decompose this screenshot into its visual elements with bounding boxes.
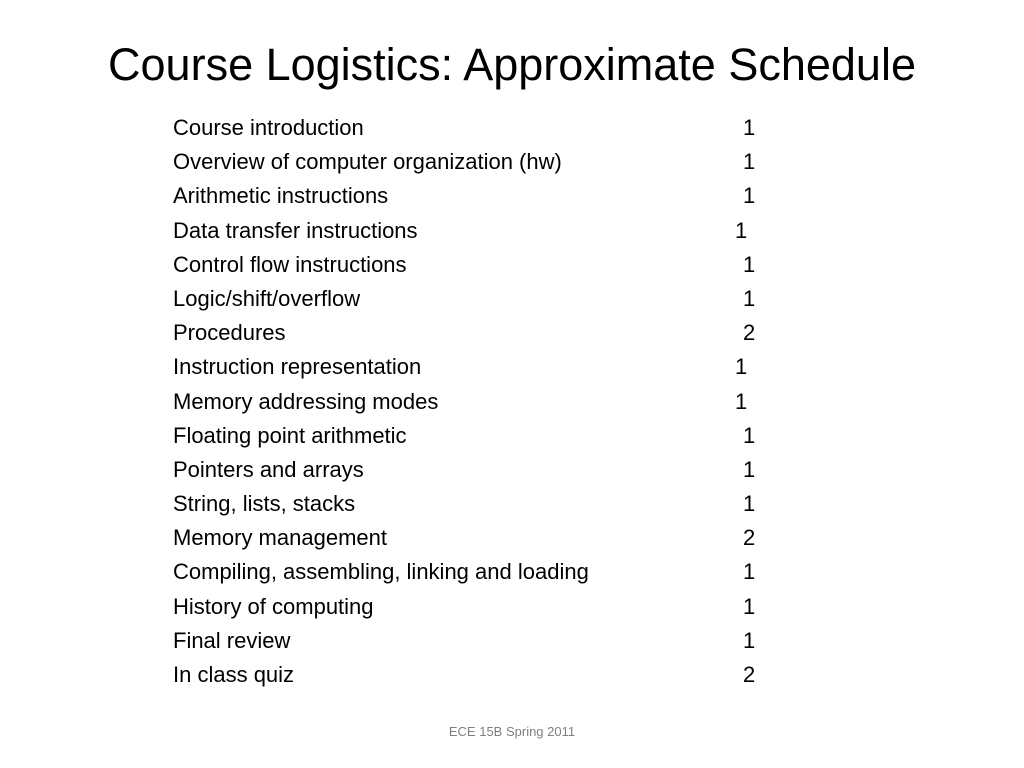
schedule-topic: History of computing [173, 593, 374, 619]
schedule-weeks: 2 [743, 662, 756, 687]
schedule-row [173, 282, 793, 316]
schedule-row [173, 419, 793, 453]
schedule-row [173, 658, 793, 692]
schedule-topic: Control flow instructions [173, 251, 407, 277]
schedule-weeks: 1 [743, 559, 756, 585]
schedule-topic: Overview of computer organization (hw) [173, 149, 562, 175]
schedule-topic: Procedures [173, 320, 286, 346]
schedule-row [173, 316, 793, 350]
schedule-weeks: 1 [743, 593, 756, 619]
schedule-weeks: 1 [735, 354, 748, 380]
schedule-row [173, 350, 793, 384]
schedule-weeks: 1 [743, 149, 756, 175]
schedule-topic: Floating point arithmetic [173, 422, 407, 448]
schedule-weeks: 1 [743, 422, 756, 448]
schedule-row [173, 453, 793, 487]
slide-footer: ECE 15B Spring 2011 [448, 724, 576, 739]
schedule-weeks: 1 [735, 388, 748, 414]
schedule-weeks: 2 [743, 525, 756, 551]
slide-title: Course Logistics: Approximate Schedule [108, 39, 916, 90]
schedule-weeks: 1 [743, 285, 756, 311]
schedule-row [173, 214, 793, 248]
schedule-row [173, 487, 793, 521]
schedule-topic: Memory addressing modes [173, 388, 439, 414]
schedule-topic: Logic/shift/overflow [173, 285, 361, 311]
schedule-topic: Instruction representation [173, 354, 422, 380]
schedule-topic: In class quiz [173, 662, 295, 687]
schedule-weeks: 1 [743, 456, 756, 482]
schedule-row [173, 145, 793, 179]
schedule-row [173, 111, 793, 145]
schedule-row [173, 179, 793, 213]
schedule-row [173, 248, 793, 282]
schedule-topic: Final review [173, 627, 291, 653]
schedule-weeks: 1 [743, 183, 756, 209]
schedule-weeks: 1 [743, 115, 756, 140]
schedule-topic: Data transfer instructions [173, 217, 418, 243]
schedule-weeks: 1 [743, 491, 756, 517]
schedule-weeks: 1 [743, 251, 756, 277]
schedule-weeks: 1 [743, 627, 756, 653]
schedule-topic: Pointers and arrays [173, 456, 364, 482]
schedule-row [173, 555, 793, 589]
schedule-topic: Course introduction [173, 115, 364, 140]
schedule-row [173, 624, 793, 658]
schedule-topic: Compiling, assembling, linking and loading [173, 559, 589, 585]
schedule-weeks: 1 [735, 217, 748, 243]
schedule-row [173, 385, 793, 419]
schedule-topic: Memory management [173, 525, 387, 551]
schedule-weeks: 2 [743, 320, 756, 346]
schedule-topic: Arithmetic instructions [173, 183, 389, 209]
schedule-list [173, 111, 793, 692]
schedule-row [173, 521, 793, 555]
schedule-topic: String, lists, stacks [173, 491, 356, 517]
schedule-row [173, 590, 793, 624]
